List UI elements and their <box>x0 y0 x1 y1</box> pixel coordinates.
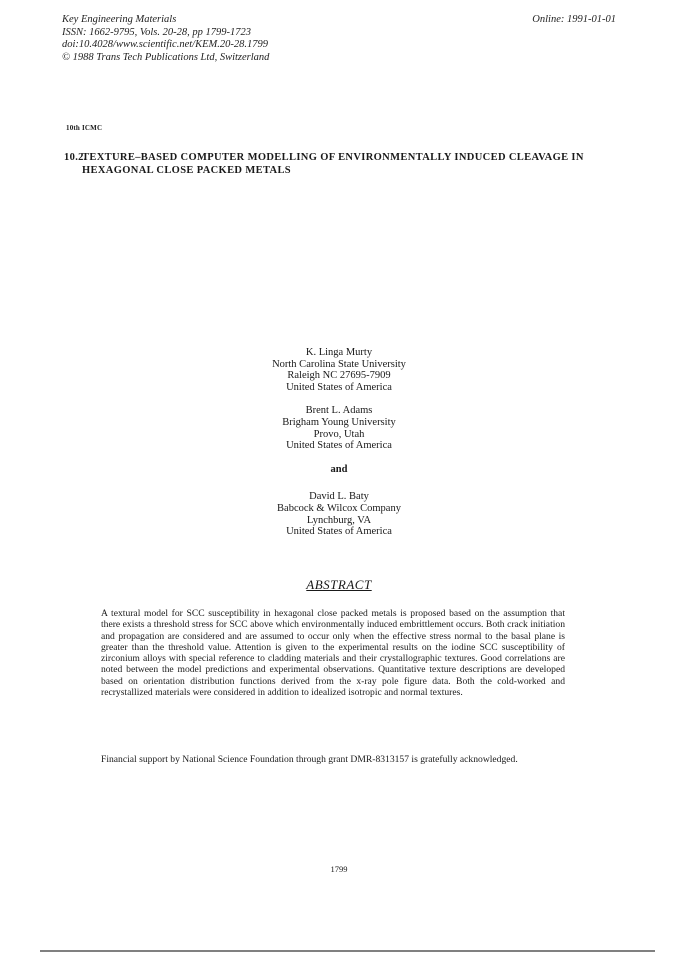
author-name: David L. Baty <box>309 491 369 503</box>
author-country: United States of America <box>286 440 392 452</box>
author-affiliation: North Carolina State University <box>272 358 406 370</box>
journal-name: Key Engineering Materials <box>62 14 177 25</box>
abstract-text: A textural model for SCC susceptibility in hexagonal close packed metals is proposed based on the assumption that there exists a threshold stress for SCC above which environmentally induced embrittlement occurs. Both crack initiation and propagation are considered and are assumed to occur only when the effective stress normal to the basal plane is greater than the threshold value. Attention is given to the experimental results on the iodine SCC susceptibility of zirconium alloys with special reference to cladding materials and their crystallographic textures. Good correlations are noted between the model predictions and experimental observations. Quantitative texture descriptions are developed based on orientation distribution functions derived from the x-ray pole figure data. Both the cold-worked and recrystallized materials were considered in addition to idealized isotropic and normal textures. <box>101 608 565 699</box>
author-city: Provo, Utah <box>313 428 365 440</box>
author-block <box>0 347 678 393</box>
title-line-1: TEXTURE–BASED COMPUTER MODELLING OF ENVIRONMENTALLY INDUCED CLEAVAGE IN <box>82 152 584 163</box>
author-list <box>0 347 678 550</box>
online-date: Online: 1991-01-01 <box>532 14 616 25</box>
doi-line: doi:10.4028/www.scientific.net/KEM.20-28.1799 <box>62 39 268 50</box>
author-block <box>0 405 678 451</box>
funding-acknowledgement: Financial support by National Science Foundation through grant DMR-8313157 is gratefully acknowledged. <box>101 754 518 765</box>
issn-line: ISSN: 1662-9795, Vols. 20-28, pp 1799-1723 <box>62 26 251 38</box>
author-city: Raleigh NC 27695-7909 <box>287 370 391 382</box>
journal-header <box>62 14 269 64</box>
page-number: 1799 <box>330 864 348 874</box>
paper-title <box>64 151 624 177</box>
conference-label: 10th ICMC <box>66 124 103 132</box>
author-name: Brent L. Adams <box>305 405 373 417</box>
and-separator: and <box>330 463 348 475</box>
section-number: 10.2. <box>64 152 87 163</box>
author-affiliation: Brigham Young University <box>282 416 396 428</box>
author-city: Lynchburg, VA <box>306 514 372 526</box>
author-block <box>0 491 678 537</box>
bottom-divider <box>40 950 655 952</box>
title-line-2: HEXAGONAL CLOSE PACKED METALS <box>82 165 291 176</box>
author-country: United States of America <box>286 526 392 538</box>
copyright-line: © 1988 Trans Tech Publications Ltd, Switzerland <box>62 51 270 63</box>
abstract-heading: ABSTRACT <box>306 577 372 592</box>
author-name: K. Linga Murty <box>305 347 373 358</box>
author-affiliation: Babcock & Wilcox Company <box>277 502 401 514</box>
author-country: United States of America <box>286 381 392 393</box>
